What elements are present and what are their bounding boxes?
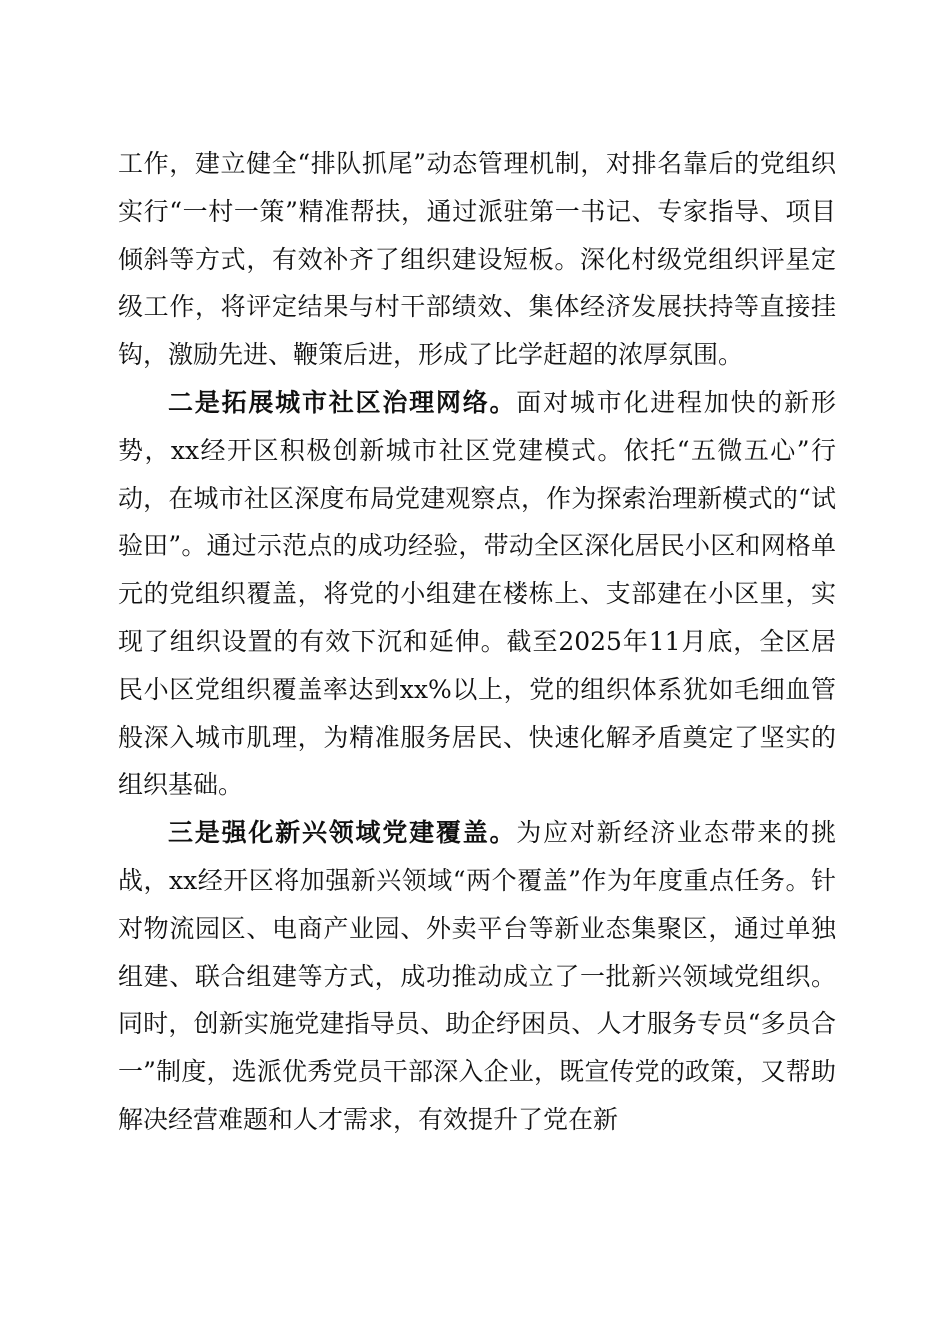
paragraph-urban-community (118, 379, 836, 809)
paragraph-heading: 二是拓展城市社区治理网络。 (168, 387, 517, 417)
paragraph-text: 面对城市化进程加快的新形势，xx经开区积极创新城市社区党建模式。依托“五微五心”行动，在城市社区深度布局党建观察点，作为探索治理新模式的“试验田”。通过示范点的成功经验，带动全区深化居民小区和网格单元的党组织覆盖，将党的小组建在楼栋上、支部建在小区里，实现了组织设置的有效下沉和延伸。截至2025年11月底，全区居民小区党组织覆盖率达到xx%以上，党的组织体系犹如毛细血管般深入城市肌理，为精准服务居民、快速化解矛盾奠定了坚实的组织基础。 (118, 387, 836, 800)
document-body (118, 140, 836, 1144)
paragraph-text: 为应对新经济业态带来的挑战，xx经开区将加强新兴领域“两个覆盖”作为年度重点任务。针对物流园区、电商产业园、外卖平台等新业态集聚区，通过单独组建、联合组建等方式，成功推动成立了一批新兴领域党组织。同时，创新实施党建指导员、助企纾困员、人才服务专员“多员合一”制度，选派优秀党员干部深入企业，既宣传党的政策，又帮助解决经营难题和人才需求，有效提升了党在新 (118, 818, 836, 1134)
paragraph-heading: 三是强化新兴领域党建覆盖。 (168, 818, 517, 848)
paragraph-continued (118, 140, 836, 379)
paragraph-text: 工作，建立健全“排队抓尾”动态管理机制，对排名靠后的党组织实行“一村一策”精准帮扶，通过派驻第一书记、专家指导、项目倾斜等方式，有效补齐了组织建设短板。深化村级党组织评星定级工作，将评定结果与村干部绩效、集体经济发展扶持等直接挂钩，激励先进、鞭策后进，形成了比学赶超的浓厚氛围。 (118, 149, 836, 370)
paragraph-emerging-fields (118, 809, 836, 1144)
